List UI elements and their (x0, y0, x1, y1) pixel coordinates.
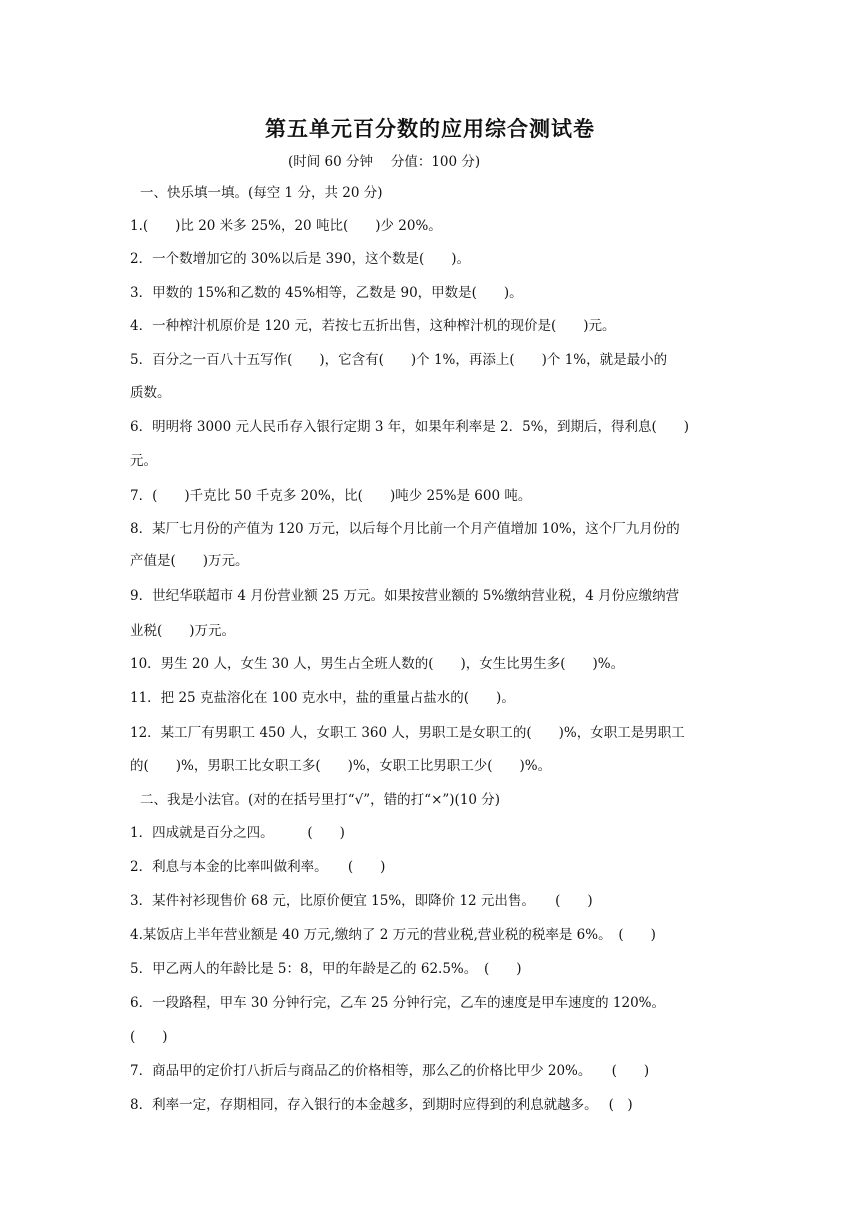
exam-info: (时间 60 分钟 分值：100 分) (288, 154, 481, 170)
question-line: 5．百分之一百八十五写作( )，它含有( )个 1%，再添上( )个 1%，就是最小的 (130, 352, 668, 368)
question-line: 4．一种榨汁机原价是 120 元，若按七五折出售，这种榨汁机的现价是( )元。 (130, 318, 616, 334)
question-line: 6．明明将 3000 元人民币存入银行定期 3 年，如果年利率是 2．5%，到期后，得利息( ) (130, 419, 690, 435)
question-line: 7．商品甲的定价打八折后与商品乙的价格相等，那么乙的价格比甲少 20%。 ( ) (130, 1063, 650, 1079)
question-line: 5．甲乙两人的年龄比是 5：8，甲的年龄是乙的 62.5%。 ( ) (130, 961, 522, 977)
question-line: 业税( )万元。 (130, 623, 236, 639)
question-line: 2．利息与本金的比率叫做利率。 ( ) (130, 859, 386, 875)
question-line: 质数。 (130, 385, 171, 401)
question-line: 3．某件衬衫现售价 68 元，比原价便宜 15%，即降价 12 元出售。 ( ) (130, 893, 593, 909)
question-line: 1．四成就是百分之四。 ( ) (130, 825, 345, 841)
question-line: 11．把 25 克盐溶化在 100 克水中，盐的重量占盐水的( )。 (130, 690, 515, 706)
question-line: 12．某工厂有男职工 450 人，女职工 360 人，男职工是女职工的( )%，女职工是男职工 (130, 725, 685, 741)
question-line: 8．某厂七月份的产值为 120 万元，以后每个月比前一个月产值增加 10%，这个厂九月份的 (130, 521, 680, 537)
question-line: 8．利率一定，存期相同，存入银行的本金越多，到期时应得到的利息就越多。 ( ) (130, 1097, 633, 1113)
question-line: 元。 (130, 453, 157, 469)
question-line: 3．甲数的 15%和乙数的 45%相等，乙数是 90，甲数是( )。 (130, 285, 523, 301)
question-line: 2．一个数增加它的 30%以后是 390，这个数是( )。 (130, 251, 470, 267)
section-heading: 一、快乐填一填。(每空 1 分，共 20 分) (140, 185, 383, 201)
question-line: 的( )%，男职工比女职工多( )%，女职工比男职工少( )%。 (130, 758, 552, 774)
question-line: 9．世纪华联超市 4 月份营业额 25 万元。如果按营业额的 5%缴纳营业税，4 月份应缴纳营 (130, 588, 680, 604)
question-line: 10．男生 20 人，女生 30 人，男生占全班人数的( )，女生比男生多( )%。 (130, 656, 625, 672)
question-line: 7．( )千克比 50 千克多 20%，比( )吨少 25%是 600 吨。 (130, 488, 532, 504)
question-line: 4.某饭店上半年营业额是 40 万元,缴纳了 2 万元的营业税,营业税的税率是 6%。 ( ) (130, 927, 656, 943)
question-line: ( ) (130, 1029, 168, 1045)
question-line: 产值是( )万元。 (130, 553, 249, 569)
question-line: 6．一段路程，甲车 30 分钟行完，乙车 25 分钟行完，乙车的速度是甲车速度的 120%。 (130, 995, 665, 1011)
page-title: 第五单元百分数的应用综合测试卷 (265, 117, 595, 141)
section-heading: 二、我是小法官。(对的在括号里打“√”，错的打“×”)(10 分) (140, 792, 501, 808)
question-line: 1.( )比 20 米多 25%，20 吨比( )少 20%。 (130, 218, 442, 234)
